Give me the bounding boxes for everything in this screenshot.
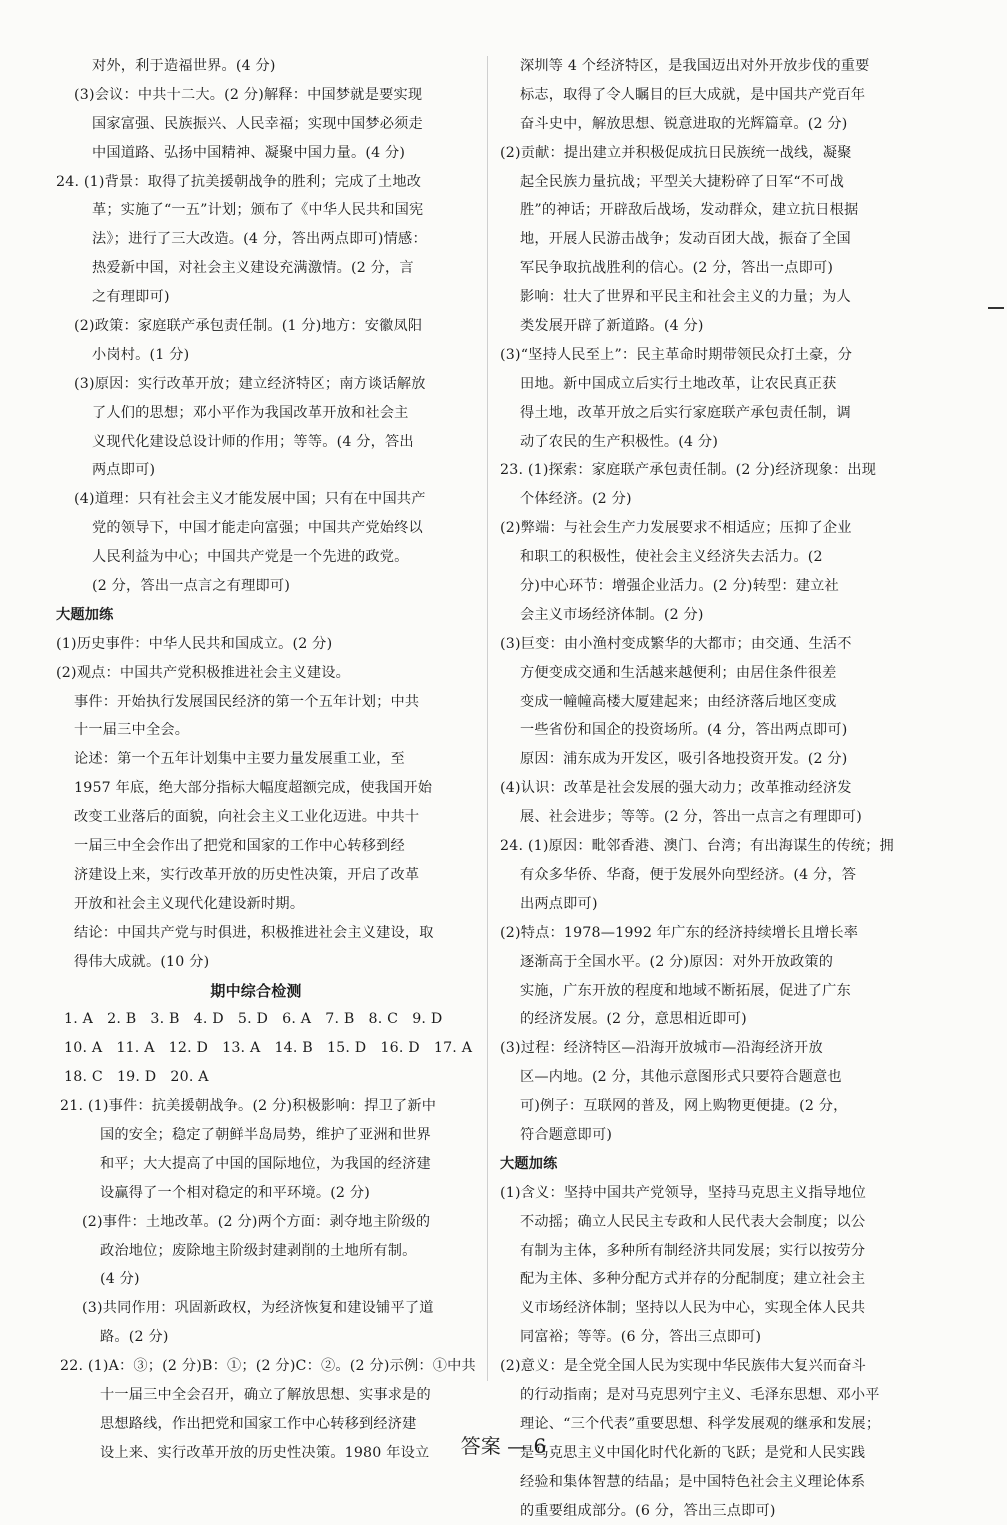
left-line-17: 人民利益为中心；中国共产党是一个先进的政党。 <box>92 549 409 566</box>
left2-line-1: 国的安全；稳定了朝鲜半岛局势，维护了亚洲和世界 <box>100 1126 431 1143</box>
choice-answer: 6. A <box>282 1011 312 1028</box>
right-line-18: 分)中心环节：增强企业活力。(2 分)转型：建立社 <box>520 578 839 595</box>
left2-line-3: 设赢得了一个相对稳定的和平环境。(2 分) <box>100 1184 370 1201</box>
right-line-48: 是马克思主义中国化时代化新的飞跃；是党和人民实践 <box>520 1444 866 1461</box>
left2-line-6: (4 分) <box>100 1271 140 1288</box>
choice-answer: 2. B <box>107 1011 137 1028</box>
right-line-23: 一些省份和国企的投资场所。(4 分，答出两点即可) <box>520 722 848 739</box>
left-line-25: 1957 年底，绝大部分指标大幅度超额完成，使我国开始 <box>74 780 433 797</box>
left-line-6: 法》；进行了三大改造。(4 分，答出两点即可)情感： <box>92 231 427 248</box>
right-line-19: 会主义市场经济体制。(2 分) <box>520 606 704 623</box>
left2-line-7: (3)共同作用：巩固新政权，为经济恢复和建设铺平了道 <box>82 1300 434 1317</box>
right-line-38: 大题加练 <box>500 1155 558 1172</box>
left2-line-8: 路。(2 分) <box>100 1329 169 1346</box>
margin-mark <box>988 307 1004 309</box>
right-line-13: 动了农民的生产积极性。(4 分) <box>520 433 719 450</box>
right-line-44: 同富裕；等等。(6 分，答出三点即可) <box>520 1329 762 1346</box>
right-line-0: 深圳等 4 个经济特区，是我国迈出对外开放步伐的重要 <box>520 58 870 74</box>
left-line-7: 热爱新中国，对社会主义建设充满激情。(2 分，言 <box>92 260 414 277</box>
right-line-16: (2)弊端：与社会生产力发展要求不相适应；压抑了企业 <box>500 520 852 537</box>
right-line-32: 实施，广东开放的程度和地域不断拓展，促进了广东 <box>520 982 851 999</box>
right-line-3: (2)贡献：提出建立并积极促成抗日民族统一战线，凝聚 <box>500 144 852 161</box>
right-line-24: 原因：浦东成为开发区，吸引各地投资开发。(2 分) <box>520 751 848 768</box>
choice-answer: 19. D <box>116 1069 157 1086</box>
left-line-22: 事件：开始执行发展国民经济的第一个五年计划；中共 <box>74 693 420 710</box>
left-line-27: 一届三中全会作出了把党和国家的工作中心转移到经 <box>74 838 405 855</box>
choice-answer: 15. D <box>326 1040 367 1057</box>
right-line-7: 军民争取抗战胜利的信心。(2 分，答出一点即可) <box>520 260 834 277</box>
left-line-32: 期中综合检测 <box>210 981 302 1000</box>
choice-answer: 18. C <box>64 1069 103 1086</box>
left-line-15: (4)道理：只有社会主义才能发展中国；只有在中国共产 <box>74 491 426 508</box>
right-line-29: 出两点即可) <box>520 895 598 912</box>
right-line-2: 奋斗史中，解放思想、锐意进取的光辉篇章。(2 分) <box>520 115 848 132</box>
right-line-12: 得土地，改革开放之后实行家庭联产承包责任制，调 <box>520 404 851 421</box>
choice-answer: 4. D <box>193 1011 224 1028</box>
right-line-22: 变成一幢幢高楼大厦建起来；由经济落后地区变成 <box>520 693 837 710</box>
choice-answer: 5. D <box>237 1011 269 1028</box>
left-line-26: 改变工业落后的面貌，向社会主义工业化迈进。中共十 <box>74 809 420 826</box>
right-line-11: 田地。新中国成立后实行土地改革，让农民真正获 <box>520 375 837 392</box>
left2-line-4: (2)事件：土地改革。(2 分)两个方面：剥夺地主阶级的 <box>82 1213 431 1230</box>
left-line-4: 24. (1)背景：取得了抗美援朝战争的胜利；完成了土地改 <box>56 173 422 190</box>
choice-answer: 13. A <box>222 1040 261 1057</box>
right-line-4: 起全民族力量抗战；平型关大捷粉碎了日军“不可战 <box>520 173 844 190</box>
left-line-16: 党的领导下，中国才能走向富强；中国共产党始终以 <box>92 520 423 537</box>
right-line-25: (4)认识：改革是社会发展的强大动力；改革推动经济发 <box>500 780 852 797</box>
right-column <box>500 52 940 1525</box>
right-line-8: 影响：壮大了世界和平民主和社会主义的力量；为人 <box>520 289 851 306</box>
column-divider <box>487 56 488 1381</box>
left-line-12: 了人们的思想；邓小平作为我国改革开放和社会主 <box>92 404 409 421</box>
page-footer: 答案 — 6 <box>460 1434 547 1458</box>
left-column <box>36 52 476 1468</box>
choice-answer: 16. D <box>380 1040 420 1057</box>
right-line-50: 的重要组成部分。(6 分，答出三点即可) <box>520 1502 776 1519</box>
left-line-24: 论述：第一个五年计划集中主要力量发展重工业，至 <box>74 751 405 768</box>
right-line-26: 展、社会进步；等等。(2 分，答出一点言之有理即可) <box>520 809 862 826</box>
right-line-28: 有众多华侨、华裔，便于发展外向型经济。(4 分，答 <box>520 866 857 883</box>
right-line-43: 义市场经济体制；坚持以人民为中心，实现全体人民共 <box>520 1300 866 1317</box>
left2-line-10: 十一届三中全会召开，确立了解放思想、实事求是的 <box>100 1386 431 1403</box>
right-line-9: 类发展开辟了新道路。(4 分) <box>520 318 704 335</box>
right-line-20: (3)巨变：由小渔村变成繁华的大都市；由交通、生活不 <box>500 635 852 652</box>
right-line-42: 配为主体、多种分配方式并存的分配制度；建立社会主 <box>520 1271 866 1288</box>
left2-line-12: 设上来、实行改革开放的历史性决策。1980 年设立 <box>100 1444 430 1461</box>
right-line-5: 胜”的神话；开辟敌后战场，发动群众，建立抗日根据 <box>520 202 859 219</box>
choice-answer: 14. B <box>274 1040 313 1057</box>
choice-answer: 11. A <box>116 1040 155 1057</box>
right-line-36: 可)例子：互联网的普及，网上购物更便捷。(2 分， <box>520 1098 848 1115</box>
right-line-21: 方便变成交通和生活越来越便利；由居住条件很差 <box>520 664 837 681</box>
right-line-34: (3)过程：经济特区—沿海开放城市—沿海经济开放 <box>500 1040 823 1057</box>
right-line-40: 不动摇；确立人民民主专政和人民代表大会制度；以公 <box>520 1213 866 1230</box>
left-line-31: 得伟大成就。(10 分) <box>74 953 210 970</box>
choice-answer: 12. D <box>168 1040 209 1057</box>
left-line-13: 义现代化建设总设计师的作用；等等。(4 分，答出 <box>92 433 414 450</box>
left-line-2: 国家富强、民族振兴、人民幸福；实现中国梦必须走 <box>92 115 423 132</box>
left2-line-5: 政治地位；废除地主阶级封建剥削的土地所有制。 <box>100 1242 417 1259</box>
right-line-10: (3)“坚持人民至上”：民主革命时期带领民众打土豪，分 <box>500 346 853 363</box>
left-line-5: 革；实施了“一五”计划；颁布了《中华人民共和国宪 <box>92 202 424 219</box>
left-line-11: (3)原因：实行改革开放；建立经济特区；南方谈话解放 <box>74 375 426 392</box>
right-line-27: 24. (1)原因：毗邻香港、澳门、台湾；有出海谋生的传统；拥 <box>500 838 894 855</box>
left-line-9: (2)政策：家庭联产承包责任制。(1 分)地方：安徽凤阳 <box>74 318 423 335</box>
left-line-1: (3)会议：中共十二大。(2 分)解释：中国梦就是要实现 <box>74 86 423 103</box>
left-line-10: 小岗村。(1 分) <box>92 346 190 363</box>
right-line-31: 逐渐高于全国水平。(2 分)原因：对外开放政策的 <box>520 953 834 970</box>
choice-answer: 1. A <box>64 1011 94 1028</box>
left-line-29: 开放和社会主义现代化建设新时期。 <box>74 895 305 912</box>
right-line-45: (2)意义：是全党全国人民为实现中华民族伟大复兴而奋斗 <box>500 1358 866 1375</box>
left-line-8: 之有理即可) <box>92 289 170 306</box>
right-line-33: 的经济发展。(2 分，意思相近即可) <box>520 1011 747 1028</box>
right-line-39: (1)含义：坚持中国共产党领导，坚持马克思主义指导地位 <box>500 1184 866 1201</box>
left-line-20: (1)历史事件：中华人民共和国成立。(2 分) <box>56 635 333 652</box>
left-line-19: 大题加练 <box>56 606 114 623</box>
left-line-18: (2 分，答出一点言之有理即可) <box>92 578 291 595</box>
right-line-6: 地，开展人民游击战争；发动百团大战，振奋了全国 <box>520 231 851 248</box>
left-line-3: 中国道路、弘扬中国精神、凝聚中国力量。(4 分) <box>92 144 406 161</box>
choice-answer: 8. C <box>368 1011 399 1028</box>
right-line-30: (2)特点：1978—1992 年广东的经济持续增长且增长率 <box>500 924 859 941</box>
right-line-46: 的行动指南；是对马克思列宁主义、毛泽东思想、邓小平 <box>520 1386 880 1403</box>
choice-answer: 3. B <box>150 1011 180 1028</box>
right-line-37: 符合题意即可) <box>520 1126 613 1143</box>
answer-row-0 <box>36 1005 476 1034</box>
right-line-47: 理论、“三个代表”重要思想、科学发展观的继承和发展； <box>520 1415 881 1432</box>
choice-answer: 10. A <box>64 1040 103 1057</box>
left2-line-0: 21. (1)事件：抗美援朝战争。(2 分)积极影响：捍卫了新中 <box>60 1098 437 1115</box>
right-line-49: 经验和集体智慧的结晶；是中国特色社会主义理论体系 <box>520 1473 866 1490</box>
right-line-1: 标志，取得了令人瞩目的巨大成就，是中国共产党百年 <box>520 86 866 103</box>
left-line-23: 十一届三中全会。 <box>74 722 190 739</box>
choice-answer: 7. B <box>325 1011 355 1028</box>
left-line-14: 两点即可) <box>92 462 156 479</box>
choice-answer: 20. A <box>170 1069 209 1086</box>
left-line-0: 对外，利于造福世界。(4 分) <box>92 58 276 74</box>
left-line-28: 济建设上来，实行改革开放的历史性决策，开启了改革 <box>74 866 420 883</box>
left2-line-9: 22. (1)A：③；(2 分)B：①；(2 分)C：②。(2 分)示例：①中共 <box>60 1358 476 1375</box>
right-line-35: 区—内地。(2 分，其他示意图形式只要符合题意也 <box>520 1069 842 1086</box>
choice-answer: 9. D <box>412 1011 443 1028</box>
choice-answer: 17. A <box>433 1040 473 1057</box>
right-line-15: 个体经济。(2 分) <box>520 491 632 508</box>
answer-row-2 <box>36 1063 476 1092</box>
left2-line-2: 和平；大大提高了中国的国际地位，为我国的经济建 <box>100 1155 431 1172</box>
left-line-21: (2)观点：中国共产党积极推进社会主义建设。 <box>56 664 351 681</box>
right-line-41: 有制为主体，多种所有制经济共同发展；实行以按劳分 <box>520 1242 866 1259</box>
left2-line-11: 思想路线，作出把党和国家工作中心转移到经济建 <box>100 1415 417 1432</box>
right-line-17: 和职工的积极性，使社会主义经济失去活力。(2 <box>520 549 823 566</box>
answer-row-1 <box>36 1034 476 1063</box>
right-line-14: 23. (1)探索：家庭联产承包责任制。(2 分)经济现象：出现 <box>500 462 877 479</box>
left-line-30: 结论：中国共产党与时俱进，积极推进社会主义建设，取 <box>74 924 434 941</box>
